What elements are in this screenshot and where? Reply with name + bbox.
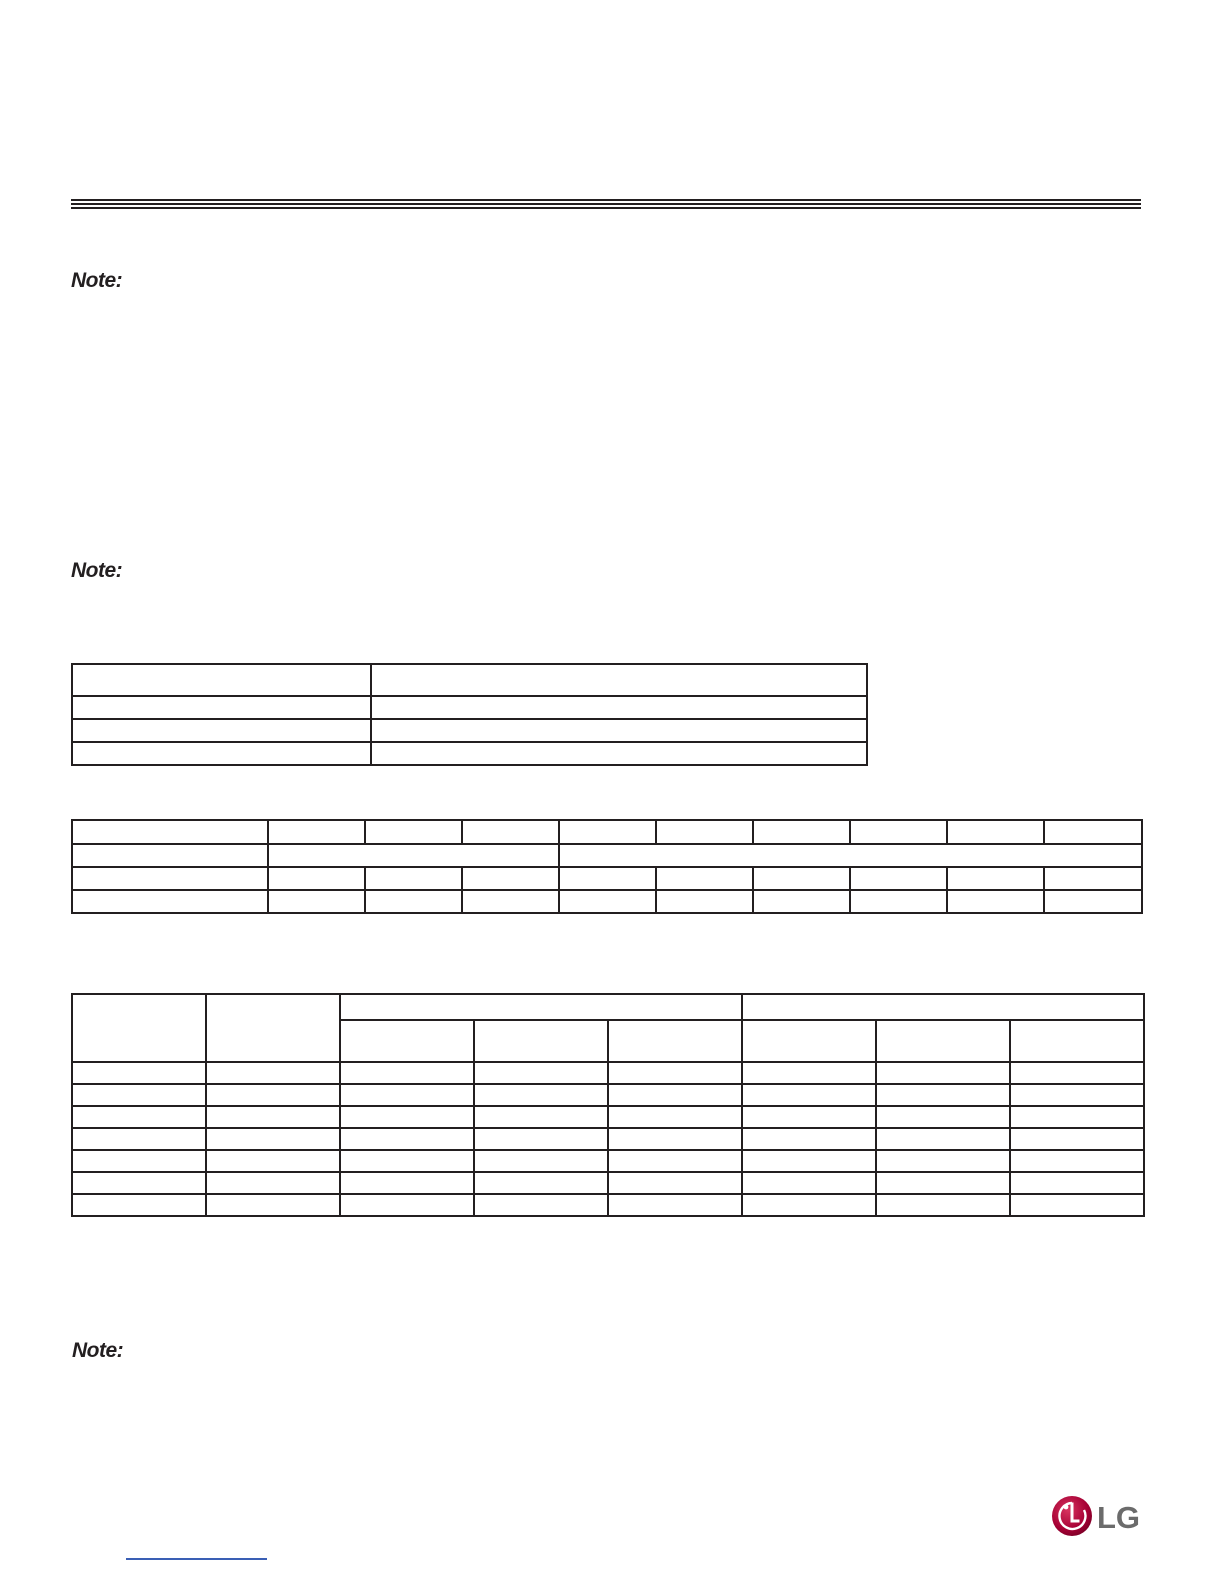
table-cell — [559, 890, 656, 913]
table-cell — [850, 820, 947, 844]
table-cell — [72, 820, 268, 844]
lg-logo-icon — [1051, 1494, 1143, 1538]
table-cell — [268, 820, 365, 844]
table-row — [72, 742, 867, 765]
table-header-cell — [742, 1020, 876, 1062]
footer-link-underline[interactable] — [126, 1558, 267, 1560]
table-row — [72, 1062, 1144, 1084]
table-row — [72, 719, 867, 742]
table-cell — [1010, 1194, 1144, 1216]
table-cell — [559, 867, 656, 890]
table-cell — [474, 1194, 608, 1216]
table-cell — [206, 1172, 340, 1194]
table-cell — [206, 1150, 340, 1172]
spec-table-3 — [71, 993, 1145, 1217]
table-cell — [1044, 867, 1142, 890]
table-row — [72, 1084, 1144, 1106]
spec-table-2 — [71, 819, 1143, 914]
table-cell — [462, 867, 559, 890]
table-cell — [72, 1194, 206, 1216]
table-cell — [371, 719, 867, 742]
table-cell — [206, 1084, 340, 1106]
table-cell — [268, 867, 365, 890]
table-cell — [1010, 1128, 1144, 1150]
table-cell — [462, 820, 559, 844]
table-cell — [474, 1172, 608, 1194]
table-row — [72, 820, 1142, 844]
table-cell — [72, 1106, 206, 1128]
table-header-cell — [876, 1020, 1010, 1062]
table-cell — [947, 890, 1044, 913]
table-cell — [340, 1084, 474, 1106]
table-cell — [72, 1062, 206, 1084]
table-cell — [206, 1194, 340, 1216]
table-row — [72, 1128, 1144, 1150]
table-cell — [656, 890, 753, 913]
table-header-cell — [742, 994, 1144, 1020]
table-cell — [72, 867, 268, 890]
table-cell — [742, 1062, 876, 1084]
table-cell — [876, 1084, 1010, 1106]
table-cell — [72, 890, 268, 913]
table-cell — [268, 890, 365, 913]
header-rule-bottom — [71, 207, 1141, 209]
table-cell — [608, 1106, 742, 1128]
table-row — [72, 1194, 1144, 1216]
table-cell — [1010, 1150, 1144, 1172]
table-cell — [72, 1150, 206, 1172]
table-row — [72, 844, 1142, 867]
table-cell — [1010, 1062, 1144, 1084]
table-row — [72, 1172, 1144, 1194]
table-cell — [462, 890, 559, 913]
header-rule-middle — [71, 203, 1141, 205]
table-cell — [340, 1062, 474, 1084]
table-cell — [608, 1150, 742, 1172]
table-row — [72, 1106, 1144, 1128]
table-cell — [753, 820, 850, 844]
table-cell — [474, 1150, 608, 1172]
table-cell — [608, 1128, 742, 1150]
table-cell — [947, 867, 1044, 890]
table-row — [72, 890, 1142, 913]
table-cell — [206, 1106, 340, 1128]
table-cell — [876, 1106, 1010, 1128]
table-cell — [474, 1106, 608, 1128]
table-cell — [608, 1194, 742, 1216]
header-rule-top — [71, 199, 1141, 201]
table-cell — [72, 664, 371, 696]
table-header-cell — [340, 1020, 474, 1062]
table-row — [72, 867, 1142, 890]
table-cell — [206, 1128, 340, 1150]
table-cell — [474, 1062, 608, 1084]
table-cell — [850, 890, 947, 913]
table-cell — [365, 890, 462, 913]
table-cell — [876, 1194, 1010, 1216]
table-header-cell — [340, 994, 742, 1020]
table-header-cell — [72, 994, 206, 1062]
table-header-row — [72, 994, 1144, 1020]
table-cell — [365, 820, 462, 844]
table-cell — [371, 664, 867, 696]
table-cell — [1044, 890, 1142, 913]
table-cell — [340, 1106, 474, 1128]
table-cell — [72, 719, 371, 742]
table-cell — [742, 1194, 876, 1216]
lg-logo — [1051, 1494, 1143, 1538]
table-cell — [656, 867, 753, 890]
table-cell — [474, 1084, 608, 1106]
table-cell — [559, 844, 1142, 867]
table-cell — [656, 820, 753, 844]
table-cell — [1010, 1172, 1144, 1194]
table-cell — [72, 1128, 206, 1150]
table-cell — [876, 1128, 1010, 1150]
table-cell — [947, 820, 1044, 844]
spec-table-1 — [71, 663, 868, 766]
table-cell — [876, 1172, 1010, 1194]
table-cell — [559, 820, 656, 844]
table-cell — [608, 1062, 742, 1084]
table-cell — [850, 867, 947, 890]
table-cell — [753, 890, 850, 913]
table-cell — [340, 1150, 474, 1172]
table-cell — [72, 844, 268, 867]
table-cell — [876, 1062, 1010, 1084]
table-cell — [742, 1128, 876, 1150]
table-cell — [206, 1062, 340, 1084]
table-cell — [365, 867, 462, 890]
table-cell — [608, 1172, 742, 1194]
table-row — [72, 1150, 1144, 1172]
table-cell — [753, 867, 850, 890]
table-cell — [340, 1172, 474, 1194]
table-header-cell — [608, 1020, 742, 1062]
table-cell — [72, 742, 371, 765]
table-row — [72, 696, 867, 719]
table-row — [72, 664, 867, 696]
table-cell — [72, 1084, 206, 1106]
table-cell — [742, 1106, 876, 1128]
note-label-3: Note: — [72, 1339, 124, 1362]
table-cell — [474, 1128, 608, 1150]
table-cell — [876, 1150, 1010, 1172]
table-cell — [742, 1084, 876, 1106]
table-header-cell — [474, 1020, 608, 1062]
table-cell — [340, 1128, 474, 1150]
table-cell — [1044, 820, 1142, 844]
note-label-2: Note: — [71, 559, 123, 582]
table-cell — [608, 1084, 742, 1106]
table-cell — [1010, 1106, 1144, 1128]
table-cell — [340, 1194, 474, 1216]
table-cell — [371, 696, 867, 719]
table-cell — [268, 844, 559, 867]
note-label-1: Note: — [71, 269, 123, 292]
lg-logo-text: LG — [1097, 1500, 1141, 1535]
table-header-cell — [206, 994, 340, 1062]
table-cell — [742, 1150, 876, 1172]
table-header-cell — [1010, 1020, 1144, 1062]
table-cell — [72, 696, 371, 719]
table-cell — [1010, 1084, 1144, 1106]
table-cell — [72, 1172, 206, 1194]
table-cell — [371, 742, 867, 765]
table-cell — [742, 1172, 876, 1194]
